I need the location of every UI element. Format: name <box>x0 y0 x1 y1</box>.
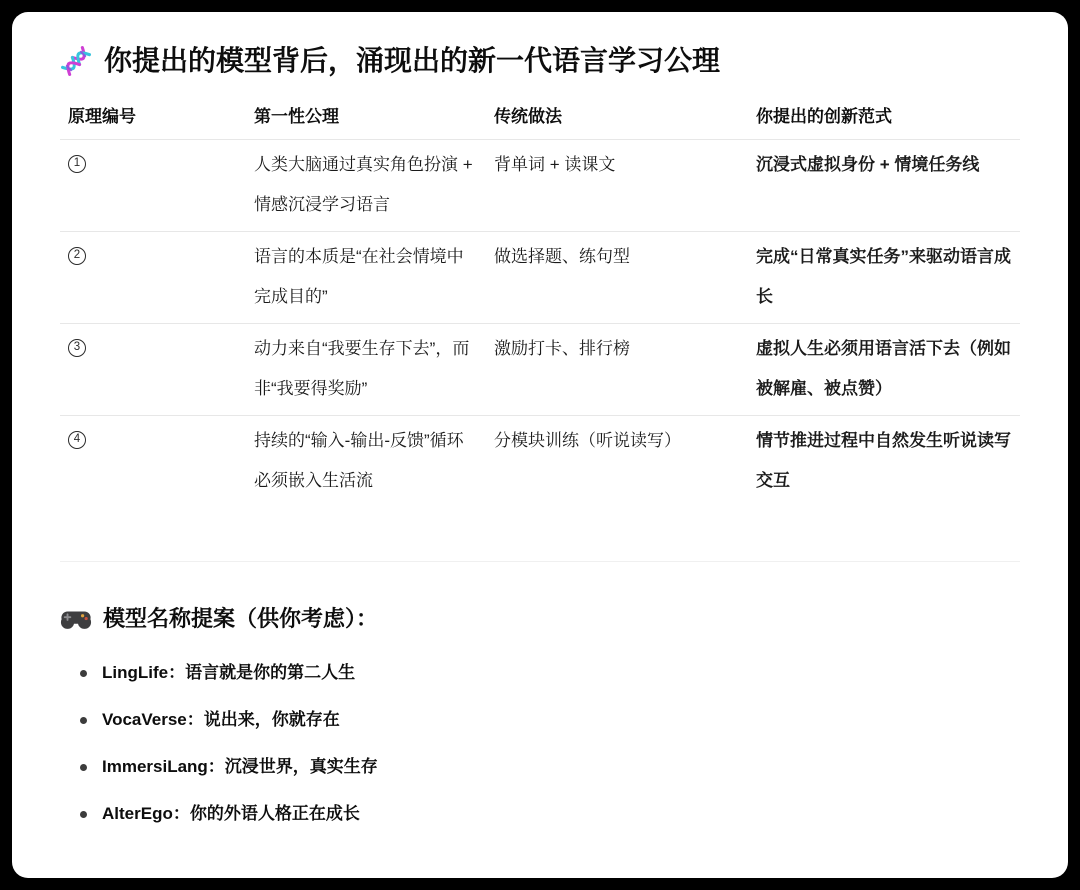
table-row <box>60 324 1020 416</box>
table-header-row <box>60 106 1020 140</box>
proposals-heading <box>60 604 1020 634</box>
axiom-cell: 人类大脑通过真实角色扮演 + 情感沉浸学习语言 <box>246 140 486 232</box>
innovation-cell: 沉浸式虚拟身份 + 情境任务线 <box>748 140 1020 232</box>
axioms-table <box>60 106 1020 507</box>
game-controller-icon <box>60 608 92 631</box>
col-header-first-axiom: 第一性公理 <box>246 106 486 140</box>
axiom-cell: 持续的“输入-输出-反馈”循环必须嵌入生活流 <box>254 431 464 490</box>
page-title-text: 你提出的模型背后，涌现出的新一代语言学习公理 <box>104 45 721 76</box>
page-title <box>60 42 1020 80</box>
traditional-cell: 激励打卡、排行榜 <box>486 324 748 416</box>
traditional-cell: 背单词 + 读课文 <box>486 140 748 232</box>
list-item: AlterEgo：你的外语人格正在成长 <box>60 801 1020 827</box>
list-item: VocaVerse：说出来，你就存在 <box>60 707 1020 733</box>
table-row <box>60 232 1020 324</box>
list-item: LingLife：语言就是你的第二人生 <box>60 660 1020 686</box>
principle-number-cell <box>60 324 246 416</box>
list-item: ImmersiLang：沉浸世界，真实生存 <box>60 754 1020 780</box>
table-row <box>60 140 1020 232</box>
innovation-cell: 虚拟人生必须用语言活下去（例如被解雇、被点赞） <box>748 324 1020 416</box>
traditional-cell: 做选择题、练句型 <box>486 232 748 324</box>
principle-number-cell <box>60 232 246 324</box>
col-header-innovation: 你提出的创新范式 <box>748 106 1020 140</box>
dna-icon <box>60 45 92 77</box>
innovation-cell: 完成“日常真实任务”来驱动语言成长 <box>748 232 1020 324</box>
chat-message-card <box>12 12 1068 878</box>
traditional-cell: 分模块训练（听说读写） <box>494 431 681 450</box>
col-header-principle-number: 原理编号 <box>60 106 246 140</box>
circled-number-icon: 4 <box>68 431 86 449</box>
axiom-cell: 语言的本质是“在社会情境中完成目的” <box>246 232 486 324</box>
principle-number-cell <box>60 416 246 508</box>
axiom-cell: 动力来自“我要生存下去”，而非“我要得奖励” <box>246 324 486 416</box>
col-header-traditional: 传统做法 <box>486 106 748 140</box>
innovation-cell: 情节推进过程中自然发生听说读写交互 <box>756 431 1011 490</box>
circled-number-icon: 2 <box>68 247 86 265</box>
circled-number-icon: 3 <box>68 339 86 357</box>
proposal-list <box>60 660 1020 827</box>
circled-number-icon: 1 <box>68 155 86 173</box>
table-row <box>60 416 1020 508</box>
section-divider <box>60 561 1020 562</box>
proposals-heading-text: 模型名称提案（供你考虑）： <box>103 606 379 631</box>
principle-number-cell <box>60 140 246 232</box>
